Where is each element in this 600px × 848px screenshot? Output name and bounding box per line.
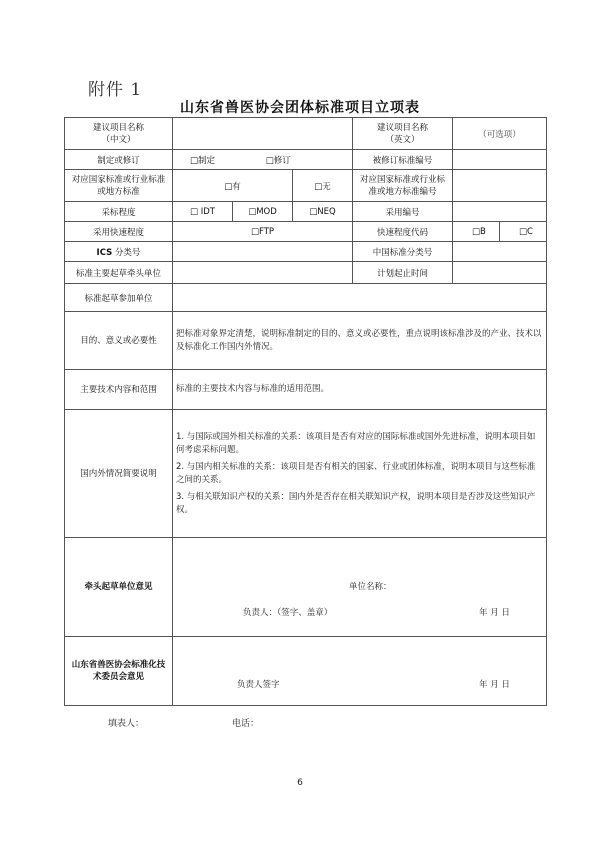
participants-field[interactable] bbox=[173, 284, 547, 312]
situation-item: 3. 与相关联知识产权的关系：国内外是否存在相关联知识产权，说明本项目是否涉及这些知识产权。 bbox=[176, 491, 536, 515]
row-committee-opinion bbox=[65, 637, 547, 706]
date-label: 年 月 日 bbox=[479, 680, 510, 690]
responsible-sign-label: 负责人：（签字、盖章） bbox=[243, 608, 333, 618]
china-std-class-field[interactable] bbox=[453, 242, 547, 262]
row-purpose bbox=[65, 312, 547, 370]
lead-unit-field[interactable] bbox=[173, 262, 353, 284]
national-std-no-cell bbox=[293, 170, 353, 202]
adopt-idt-cell bbox=[173, 202, 233, 222]
row-project-name bbox=[65, 118, 547, 150]
ics-label-bold: ICS bbox=[96, 247, 113, 258]
make-revise-label: 制定或修订 bbox=[65, 150, 173, 170]
committee-signature-area bbox=[173, 637, 546, 705]
plan-period-label: 计划起止时间 bbox=[353, 262, 453, 284]
label-sub: （英文） bbox=[385, 134, 420, 145]
national-std-number-label: 对应国家标准或行业标准或地方标准编号 bbox=[353, 170, 453, 202]
tech-content-label: 主要技术内容和范围 bbox=[65, 370, 173, 410]
row-fast-track bbox=[65, 222, 547, 242]
optional-placeholder: （可选项） bbox=[478, 129, 521, 140]
responsible-sign-label: 负责人签字 bbox=[237, 680, 280, 690]
checkbox-neq[interactable]: □NEQ bbox=[309, 206, 336, 217]
adopt-number-field[interactable] bbox=[453, 202, 547, 222]
checkbox-idt[interactable]: □ IDT bbox=[190, 206, 215, 217]
national-std-yes-cell bbox=[173, 170, 293, 202]
checkbox-b[interactable]: □B bbox=[472, 226, 486, 237]
checkbox-yes[interactable]: □有 bbox=[224, 181, 241, 192]
row-lead-unit bbox=[65, 262, 547, 284]
make-revise-options bbox=[173, 150, 353, 170]
purpose-label: 目的、意义或必要性 bbox=[65, 312, 173, 370]
plan-period-field[interactable] bbox=[453, 262, 547, 284]
attachment-label: 附件 1 bbox=[88, 80, 143, 100]
label-text: 建议项目名称 bbox=[92, 122, 144, 133]
project-name-cn-label bbox=[65, 118, 173, 150]
page-number: 6 bbox=[297, 778, 303, 788]
intl-situation-field[interactable] bbox=[173, 410, 547, 538]
fast-track-code-label: 快速程度代码 bbox=[353, 222, 453, 242]
intl-situation-label: 国内外情况简要说明 bbox=[65, 410, 173, 538]
adopt-neq-cell bbox=[293, 202, 353, 222]
row-intl-situation bbox=[65, 410, 547, 538]
unit-name-label: 单位名称： bbox=[349, 582, 392, 592]
lead-opinion-field[interactable] bbox=[173, 538, 547, 637]
ics-label bbox=[65, 242, 173, 262]
row-adoption-degree bbox=[65, 202, 547, 222]
national-std-label: 对应国家标准或行业标准或地方标准 bbox=[65, 170, 173, 202]
revised-std-number-field[interactable] bbox=[453, 150, 547, 170]
adopt-mod-cell bbox=[233, 202, 293, 222]
row-tech-content bbox=[65, 370, 547, 410]
situation-item: 1. 与国际或国外相关标准的关系：该项目是否有对应的国际标准或国外先进标准，说明本项目如何考虑采标问题。 bbox=[176, 431, 536, 455]
revised-std-number-label: 被修订标准编号 bbox=[353, 150, 453, 170]
checkbox-make[interactable]: □制定 bbox=[190, 155, 216, 166]
form-title: 山东省兽医协会团体标准项目立项表 bbox=[180, 100, 420, 116]
national-std-number-field[interactable] bbox=[453, 170, 547, 202]
label-text: 建议项目名称 bbox=[377, 122, 429, 133]
fast-track-b-cell bbox=[453, 222, 500, 242]
ics-field[interactable] bbox=[173, 242, 353, 262]
committee-opinion-label: 山东省兽医协会标准化技术委员会意见 bbox=[65, 637, 173, 706]
checkbox-c[interactable]: □C bbox=[519, 226, 533, 237]
tech-content-field[interactable]: 标准的主要技术内容与标准的适用范围。 bbox=[173, 370, 547, 410]
checkbox-mod[interactable]: □MOD bbox=[248, 206, 277, 217]
row-lead-opinion bbox=[65, 538, 547, 637]
participants-label: 标准起草参加单位 bbox=[65, 284, 173, 312]
adopt-number-label: 采用编号 bbox=[353, 202, 453, 222]
application-form-table bbox=[64, 117, 547, 706]
fast-track-ftp-cell bbox=[173, 222, 353, 242]
project-name-cn-field[interactable] bbox=[173, 118, 353, 150]
date-label: 年 月 日 bbox=[479, 608, 510, 618]
lead-opinion-label: 牵头起草单位意见 bbox=[65, 538, 173, 637]
checkbox-no[interactable]: □无 bbox=[314, 181, 331, 192]
checkbox-ftp[interactable]: □FTP bbox=[250, 226, 275, 237]
project-name-en-field[interactable] bbox=[453, 118, 547, 150]
row-ics bbox=[65, 242, 547, 262]
label-sub: （中文） bbox=[101, 134, 136, 145]
purpose-field[interactable]: 把标准对象界定清楚，说明标准制定的目的、意义或必要性，重点说明该标准涉及的产业、技术以及标准化工作国内外情况。 bbox=[173, 312, 547, 370]
phone-label: 电话： bbox=[232, 719, 260, 729]
situation-item: 2. 与国内相关标准的关系：该项目是否有相关的国家、行业或团体标准，说明本项目与这些标准之间的关系。 bbox=[176, 461, 536, 485]
row-national-standard bbox=[65, 170, 547, 202]
adopt-degree-label: 采标程度 bbox=[65, 202, 173, 222]
china-std-class-label: 中国标准分类号 bbox=[353, 242, 453, 262]
lead-opinion-signature-area bbox=[173, 538, 546, 636]
row-participants bbox=[65, 284, 547, 312]
fast-track-label: 采用快速程度 bbox=[65, 222, 173, 242]
project-name-en-label bbox=[353, 118, 453, 150]
checkbox-revise[interactable]: □修订 bbox=[265, 155, 291, 166]
ics-label-text: 分类号 bbox=[112, 247, 141, 258]
row-make-revise bbox=[65, 150, 547, 170]
committee-opinion-field[interactable] bbox=[173, 637, 547, 706]
filler-label: 填表人： bbox=[108, 719, 145, 729]
lead-unit-label: 标准主要起草牵头单位 bbox=[65, 262, 173, 284]
fast-track-c-cell bbox=[500, 222, 547, 242]
